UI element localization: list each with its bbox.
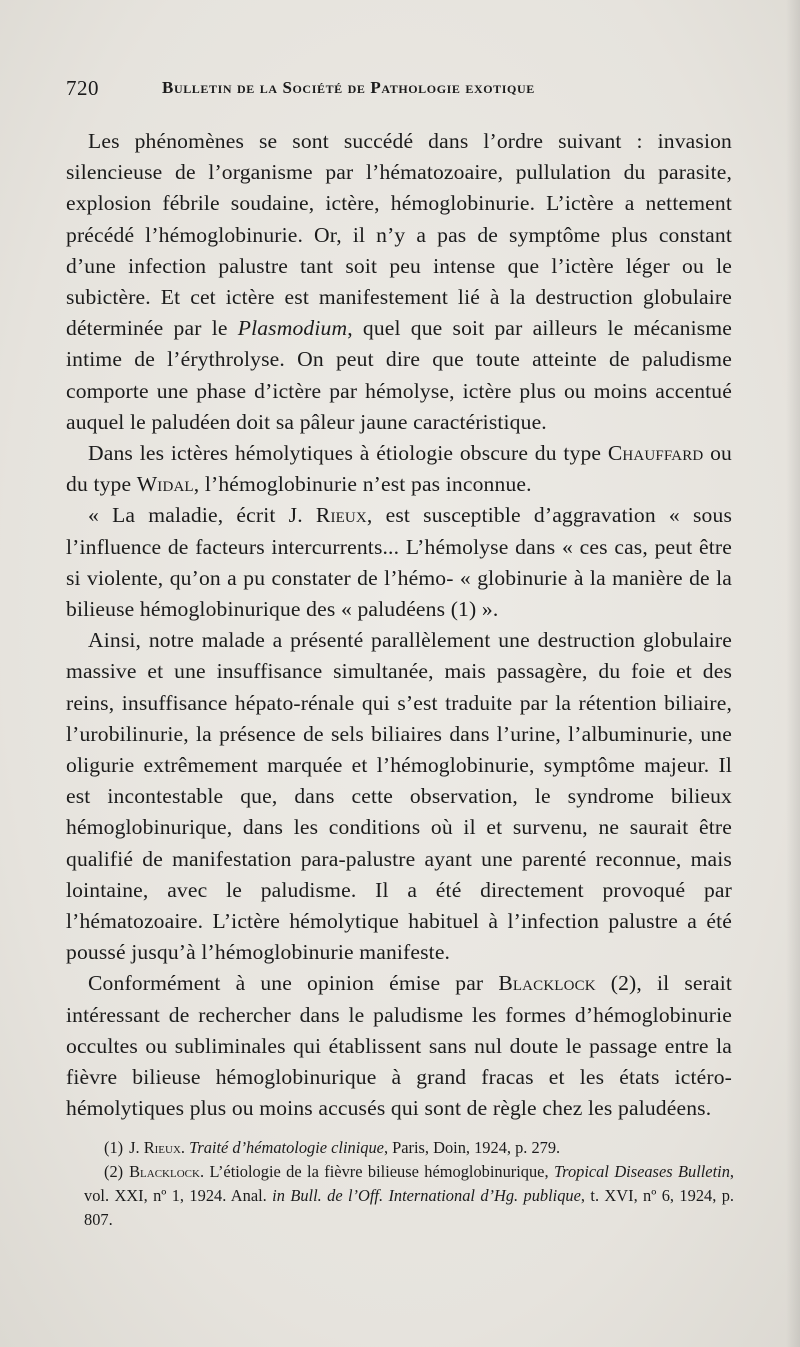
author-name: Rieux: [315, 503, 367, 528]
page-edge-shadow: [786, 0, 800, 1347]
paragraph-3-quote: « La maladie, écrit J. Rieux, est susceptible d’aggravation « sous l’influence de facteurs intercurrents... L’hémolyse dans « ces cas, peut être si violente, qu’on a pu constater de l’hémo- « globinurie à la manière de la bilieuse hémoglobinurique des « paludéens (1) ».: [66, 503, 733, 622]
author-name: Blacklock: [498, 971, 596, 996]
footnotes: [84, 1136, 734, 1232]
paragraph-4: Ainsi, notre malade a présenté parallèlement une destruction globulaire massive et une insuffisance simultanée, mais passagère, du foie et des reins, insuffisance hépato-rénale qui s’est traduite par la rétention biliaire, l’urobilinurie, la présence de sels biliaires dans l’urine, l’albuminurie, une oligurie extrêmement marquée et l’hémoglobinurie, symptôme majeur. Il est incontestable que, dans cette observation, le syndrome bilieux hémoglobinurique, dans les conditions où il et survenu, ne saurait être qualifié de manifestation para-palustre ayant une parenté reconnue, mais lointaine, avec le paludisme. Il a été directement provoqué par l’hématozoaire. L’ictère hémolytique habituel à l’infection palustre a été poussé jusqu’à l’hémoglobinurie manifeste.: [66, 628, 732, 965]
page-number: 720: [66, 76, 99, 100]
italic-term: Plasmodium: [237, 316, 348, 341]
author-name: Widal: [136, 472, 194, 497]
paragraph-5: Conformément à une opinion émise par Blacklock (2), il serait intéressant de rechercher dans le paludisme les formes d’hémoglobinurie occultes ou subliminales qui établissent sans nul doute le passage entre la fièvre bilieuse hémoglobinurique à grand fracas et les états ictéro-hémolytiques plus ou moins accusés qui sont de règle chez les paludéens.: [66, 971, 732, 1121]
page-header: [66, 76, 736, 104]
body-text: [66, 126, 732, 1125]
paragraph-1: Les phénomènes se sont succédé dans l’ordre suivant : invasion silencieuse de l’organisme par l’hématozoaire, pullulation du parasite, explosion fébrile soudaine, ictère, hémoglobinurie. L’ictère a nettement précédé l’hémoglobinurie. Or, il n’y a pas de symptôme plus constant d’une infection palustre tant soit peu intense que l’ictère léger ou le subictère. Et cet ictère est manifestement lié à la destruction globulaire déterminée par le Plasmodium, quel que soit par ailleurs le mécanisme intime de l’érythrolyse. On peut dire que toute atteinte de paludisme comporte une phase d’ictère par hémolyse, ictère plus ou moins accentué auquel le paludéen doit sa pâleur jaune caractéristique.: [66, 129, 732, 434]
paragraph-2: Dans les ictères hémolytiques à étiologie obscure du type Chauffard ou du type Widal, l’hémoglobinurie n’est pas inconnue.: [66, 441, 732, 497]
author-name: Chauffard: [607, 441, 704, 466]
footnote-1: (1) J. Rieux. Traité d’hématologie clinique, Paris, Doin, 1924, p. 279.: [104, 1138, 561, 1157]
footnote-2: (2) Blacklock. L’étiologie de la fièvre bilieuse hémoglobinurique, Tropical Diseases Bulletin, vol. XXI, nº 1, 1924. Anal. in Bull. de l’Off. International d’Hg. publique, t. XVI, nº 6, 1924, p. 807.: [84, 1162, 734, 1229]
running-head: Bulletin de la Société de Pathologie exotique: [162, 78, 535, 97]
